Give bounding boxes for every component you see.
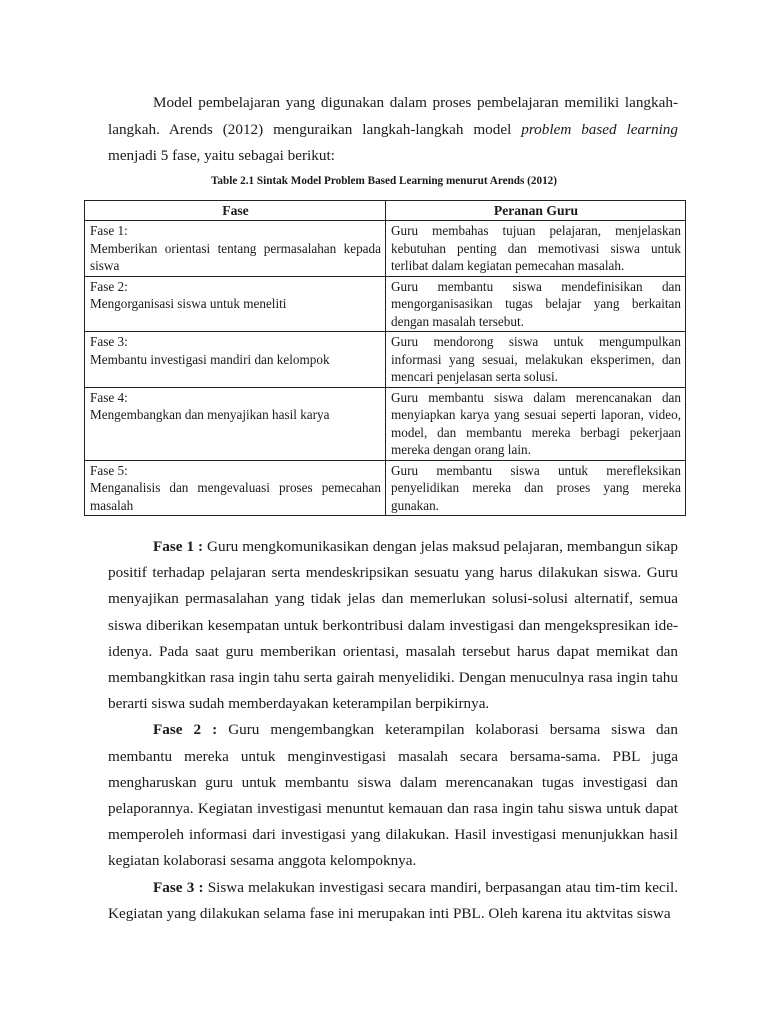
peran-cell: Guru membantu siswa mendefinisikan dan mengorganisasikan tugas belajar yang berkaitan dengan masalah tersebut. [386,276,686,332]
fase-paragraph [108,534,678,717]
fase-title: Fase 4: [90,389,128,405]
paragraph-lead: Fase 2 : [153,721,218,739]
paragraph-text: Guru mengkomunikasikan dengan jelas maksud pelajaran, membangun sikap positif terhadap pelajaran serta mendeskripsikan sesuatu yang harus dilakukan siswa. Guru menyajikan permasalahan yang tidak jelas dan memerlukan solusi-solusi alternatif, semua siswa diberikan kesempatan untuk berkontribusi dalam investigasi dan mengekspresikan ide-idenya. Pada saat guru memberikan orientasi, masalah tersebut harus dapat memikat dan membangkitkan rasa ingin tahu serta gairah menyelidiki. Dengan menuculnya rasa ingin tahu berarti siswa sudah memberdayakan keterampilan berpikirnya. [108,538,678,713]
fase-title: Fase 5: [90,462,128,478]
header-fase: Fase [85,201,386,221]
intro-text-italic: problem based learning [521,120,678,138]
fase-description: Menganalisis dan mengevaluasi proses pemecahan masalah [90,480,381,513]
paragraph-text: Guru mengembangkan keterampilan kolaborasi bersama siswa dan membantu mereka untuk menginvestigasi masalah secara bersama-sama. PBL juga mengharuskan guru untuk membantu siswa dalam merencanakan tugas investigasi dan pelaporannya. Kegiatan investigasi menuntut kemauan dan rasa ingin tahu siswa untuk dapat memperoleh informasi dari investigasi yang dilakukan. Hasil investigasi menunjukkan hasil kegiatan kolaborasi sesama anggota kelompoknya. [108,721,678,870]
table-row [85,460,686,516]
fase-cell [85,221,386,277]
paragraph-text: Siswa melakukan investigasi secara mandiri, berpasangan atau tim-tim kecil. Kegiatan yang dilakukan selama fase ini merupakan inti PBL. Oleh karena itu aktvitas siswa [108,878,678,922]
header-peranan-guru: Peranan Guru [386,201,686,221]
fase-description: Memberikan orientasi tentang permasalahan kepada siswa [90,240,381,273]
fase-paragraph [108,717,678,874]
table-caption: Table 2.1 Sintak Model Problem Based Learning menurut Arends (2012) [210,175,557,187]
fase-cell [85,387,386,460]
table-row [85,276,686,332]
intro-text-part1: Model pembelajaran yang digunakan dalam proses pembelajaran memiliki langkah-langkah. Arends (2012) menguraikan langkah-langkah model [108,94,678,138]
fase-paragraph [108,875,678,927]
table-row [85,332,686,388]
intro-paragraph [108,90,678,170]
intro-text-part2: menjadi 5 fase, yaitu sebagai berikut: [108,147,335,164]
sintak-table [84,200,686,516]
table-row [85,387,686,460]
fase-title: Fase 2: [90,278,128,294]
fase-cell [85,332,386,388]
paragraph-lead: Fase 3 : [153,878,204,896]
peran-cell: Guru membahas tujuan pelajaran, menjelaskan kebutuhan penting dan memotivasi siswa untuk terlibat dalam kegiatan pemecahan masalah. [386,221,686,277]
peran-cell: Guru membantu siswa dalam merencanakan dan menyiapkan karya yang sesuai seperti laporan, video, model, dan membantu mereka berbagi pekerjaan mereka dengan orang lain. [386,387,686,460]
fase-title: Fase 3: [90,334,128,349]
fase-cell [85,460,386,516]
fase-description: Membantu investigasi mandiri dan kelompok [90,351,330,367]
fase-description: Mengembangkan dan menyajikan hasil karya [90,407,330,422]
peran-cell: Guru membantu siswa untuk merefleksikan penyelidikan mereka dan proses yang mereka gunakan. [386,460,686,516]
body-text [108,534,678,927]
fase-title: Fase 1: [90,223,128,238]
peran-cell: Guru mendorong siswa untuk mengumpulkan informasi yang sesuai, melakukan eksperimen, dan mencari penjelasan serta solusi. [386,332,686,388]
paragraph-lead: Fase 1 : [153,538,204,555]
fase-cell [85,276,386,332]
fase-description: Mengorganisasi siswa untuk meneliti [90,296,287,311]
table-header-row [85,201,686,221]
table-row [85,221,686,277]
